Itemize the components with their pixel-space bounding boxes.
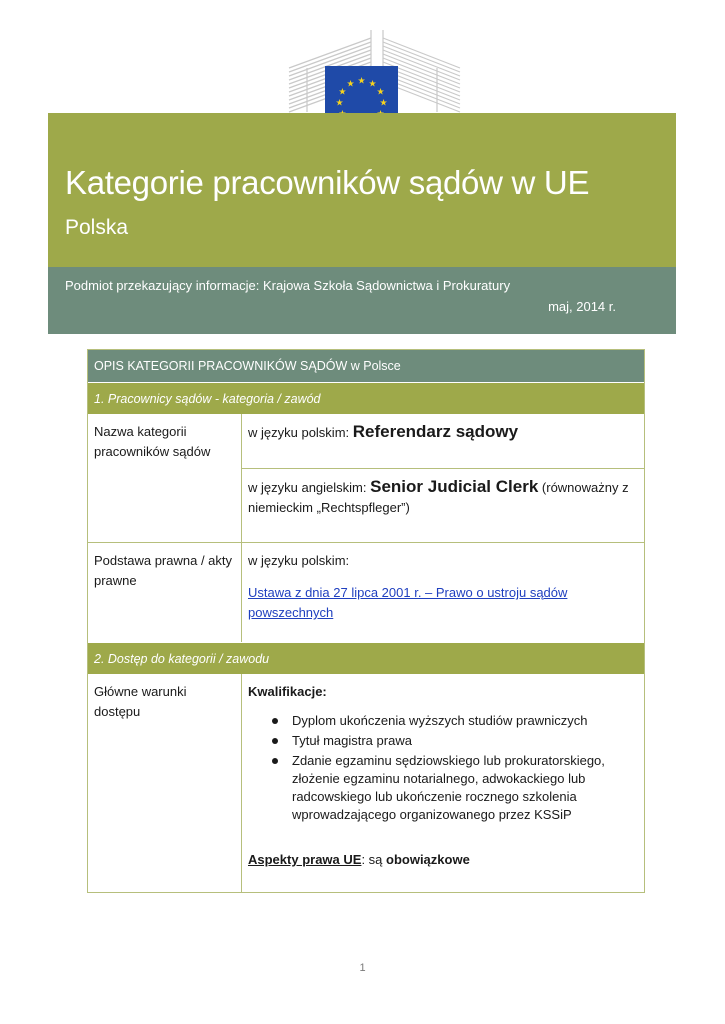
information-provider: Podmiot przekazujący informacje: Krajowa Szkoła Sądownictwa i Prokuratury bbox=[65, 278, 511, 293]
english-name-cell bbox=[242, 468, 644, 542]
flag-star-icon: ★ bbox=[338, 87, 347, 98]
page-subtitle: Polska bbox=[65, 216, 129, 239]
legal-basis-cell bbox=[242, 543, 644, 631]
table-heading-suffix: w Polsce bbox=[347, 359, 401, 373]
row-content bbox=[242, 543, 644, 642]
english-name-note: (równoważny z niemieckim „Rechtspfleger”) bbox=[248, 480, 629, 515]
legal-act-link-wrap bbox=[248, 583, 638, 623]
access-conditions-cell bbox=[242, 674, 644, 878]
eu-law-separator: : są bbox=[361, 852, 387, 867]
eu-law-value: obowiązkowe bbox=[386, 852, 470, 867]
legal-act-link[interactable]: Ustawa z dnia 27 lipca 2001 r. – Prawo o ustroju sądów powszechnych bbox=[248, 585, 568, 620]
eu-law-aspects bbox=[248, 850, 638, 870]
title-banner bbox=[48, 113, 676, 267]
qualifications-list bbox=[248, 712, 638, 824]
polish-name: Referendarz sądowy bbox=[352, 422, 519, 441]
row-content bbox=[242, 674, 644, 892]
row-label: Główne warunki dostępu bbox=[88, 674, 242, 892]
table-row bbox=[88, 414, 644, 542]
table-heading bbox=[88, 350, 644, 382]
list-item: Dyplom ukończenia wyższych studiów prawniczych bbox=[292, 712, 638, 730]
page-number: 1 bbox=[359, 962, 366, 974]
list-item: Tytuł magistra prawa bbox=[292, 732, 638, 750]
flag-star-icon: ★ bbox=[346, 79, 355, 90]
section-1-heading: 1. Pracownicy sądów - kategoria / zawód bbox=[88, 382, 644, 414]
document-date: maj, 2014 r. bbox=[548, 299, 616, 314]
info-banner bbox=[48, 267, 676, 334]
eu-law-label: Aspekty prawa UE bbox=[248, 852, 362, 867]
table-row bbox=[88, 674, 644, 892]
flag-star-icon: ★ bbox=[368, 79, 377, 90]
row-content bbox=[242, 414, 644, 542]
section-2-heading: 2. Dostęp do kategorii / zawodu bbox=[88, 642, 644, 674]
flag-star-icon: ★ bbox=[335, 98, 344, 109]
flag-star-icon: ★ bbox=[376, 87, 385, 98]
flag-star-icon: ★ bbox=[357, 76, 366, 87]
description-table bbox=[87, 349, 645, 893]
legal-basis-language: w języku polskim: bbox=[248, 553, 350, 568]
table-heading-main: OPIS KATEGORII PRACOWNIKÓW SĄDÓW bbox=[94, 359, 348, 373]
table-row bbox=[88, 542, 644, 642]
flag-star-icon: ★ bbox=[379, 98, 388, 109]
row-label: Podstawa prawna / akty prawne bbox=[88, 543, 242, 642]
list-item: Zdanie egzaminu sędziowskiego lub prokuratorskiego, złożenie egzaminu notarialnego, adwokackiego lub radcowskiego lub ukończenie rocznego szkolenia wprowadzającego organizowanego przez KSSiP bbox=[292, 752, 638, 824]
english-name-prefix: w języku angielskim: bbox=[248, 480, 371, 495]
english-name: Senior Judicial Clerk bbox=[370, 477, 539, 496]
polish-name-cell bbox=[242, 414, 644, 468]
row-label: Nazwa kategorii pracowników sądów bbox=[88, 414, 242, 542]
polish-name-prefix: w języku polskim: bbox=[248, 425, 353, 440]
qualifications-heading: Kwalifikacje: bbox=[248, 684, 327, 699]
page-title: Kategorie pracowników sądów w UE bbox=[65, 164, 590, 201]
